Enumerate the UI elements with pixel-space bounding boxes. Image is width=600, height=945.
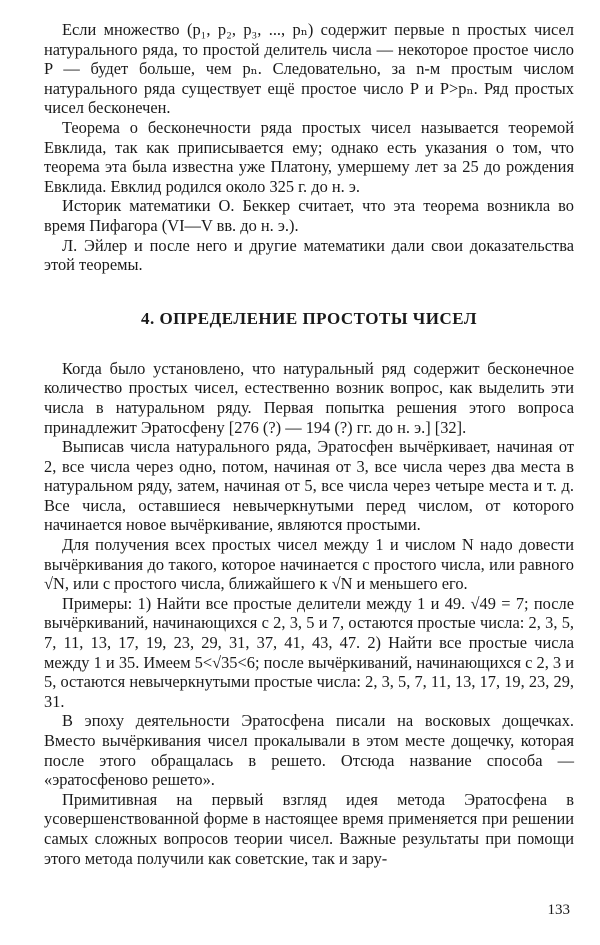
paragraph-sqrt-bound: Для получения всех простых чисел между 1 и числом N надо довести вычёркивания до такого, которое начинается с простого числа, или равного √N, или с простого числа, ближайшего к √N и меньшего его. bbox=[44, 535, 574, 594]
paragraph-wax-tablets: В эпоху деятельности Эратосфена писали на восковых дощечках. Вместо вычёркивания чисел прокалывали в этом месте дощечку, которая после этого обращалась в решето. Отсюда название способа — «эратосфеново решето». bbox=[44, 711, 574, 790]
paragraph-examples: Примеры: 1) Найти все простые делители между 1 и 49. √49 = 7; после вычёркиваний, начинающихся с 2, 3, 5 и 7, остаются простые числа: 2, 3, 5, 7, 11, 13, 17, 19, 23, 29, 31, 37, 41, 43, 47. 2) Найти все простые числа между 1 и 35. Имеем 5<√35<6; после вычёркиваний, начинающихся с 2, 3 и 5, остаются невычеркнутыми простые числа: 2, 3, 5, 7, 11, 13, 17, 19, 23, 29, 31. bbox=[44, 593, 574, 711]
section-heading: 4. ОПРЕДЕЛЕНИЕ ПРОСТОТЫ ЧИСЕЛ bbox=[140, 308, 478, 328]
paragraph-euler: Л. Эйлер и после него и другие математики дали свои доказательства этой теоремы. bbox=[44, 235, 574, 275]
paragraph-modern-use: Примитивная на первый взгляд идея метода Эратосфена в усовершенствованной форме в настоящее время применяется при решении самых сложных вопросов теории чисел. Важные результаты при помощи этого метода получили как советские, так и зару- bbox=[44, 789, 574, 868]
paragraph-eratosthenes-intro: Когда было установлено, что натуральный ряд содержит бесконечное количество простых чисел, естественно возник вопрос, как выделить эти числа в натуральном ряду. Первая попытка решения этого вопроса принадлежит Эратосфену [276 (?) — 194 (?) гг. до н. э.] [32]. bbox=[44, 358, 574, 437]
paragraph-sieve-procedure: Выписав числа натурального ряда, Эратосфен вычёркивает, начиная от 2, все числа через одно, потом, начиная от 3, все числа через два места в натуральном ряду, затем, начиная от 5, все числа через четыре места и т. д. Все числа, оставшиеся невычеркнутыми перед числом, от которого начинается новое вычёркивание, являются простыми. bbox=[44, 437, 574, 535]
book-page bbox=[44, 20, 574, 868]
paragraph-becker: Историк математики О. Беккер считает, что эта теорема возникла во время Пифагора (VI—V вв. до н. э.). bbox=[44, 196, 574, 235]
page-number: 133 bbox=[547, 902, 570, 918]
paragraph-euclid-theorem: Теорема о бесконечности ряда простых чисел называется теоремой Евклида, так как приписывается ему; однако есть указания о том, что теорема эта была известна уже Платону, умершему лет за 25 до рождения Евклида. Евклид родился около 325 г. до н. э. bbox=[44, 117, 574, 196]
paragraph-set-of-primes: Если множество (p₁, p₂, p₃, ..., pₙ) содержит первые n простых чисел натурального ряда, то простой делитель числа — некоторое простое число P — будет больше, чем pₙ. Следовательно, за n-м простым числом натурального ряда существует ещё простое число P и P>pₙ. Ряд простых чисел бесконечен. bbox=[44, 20, 574, 118]
